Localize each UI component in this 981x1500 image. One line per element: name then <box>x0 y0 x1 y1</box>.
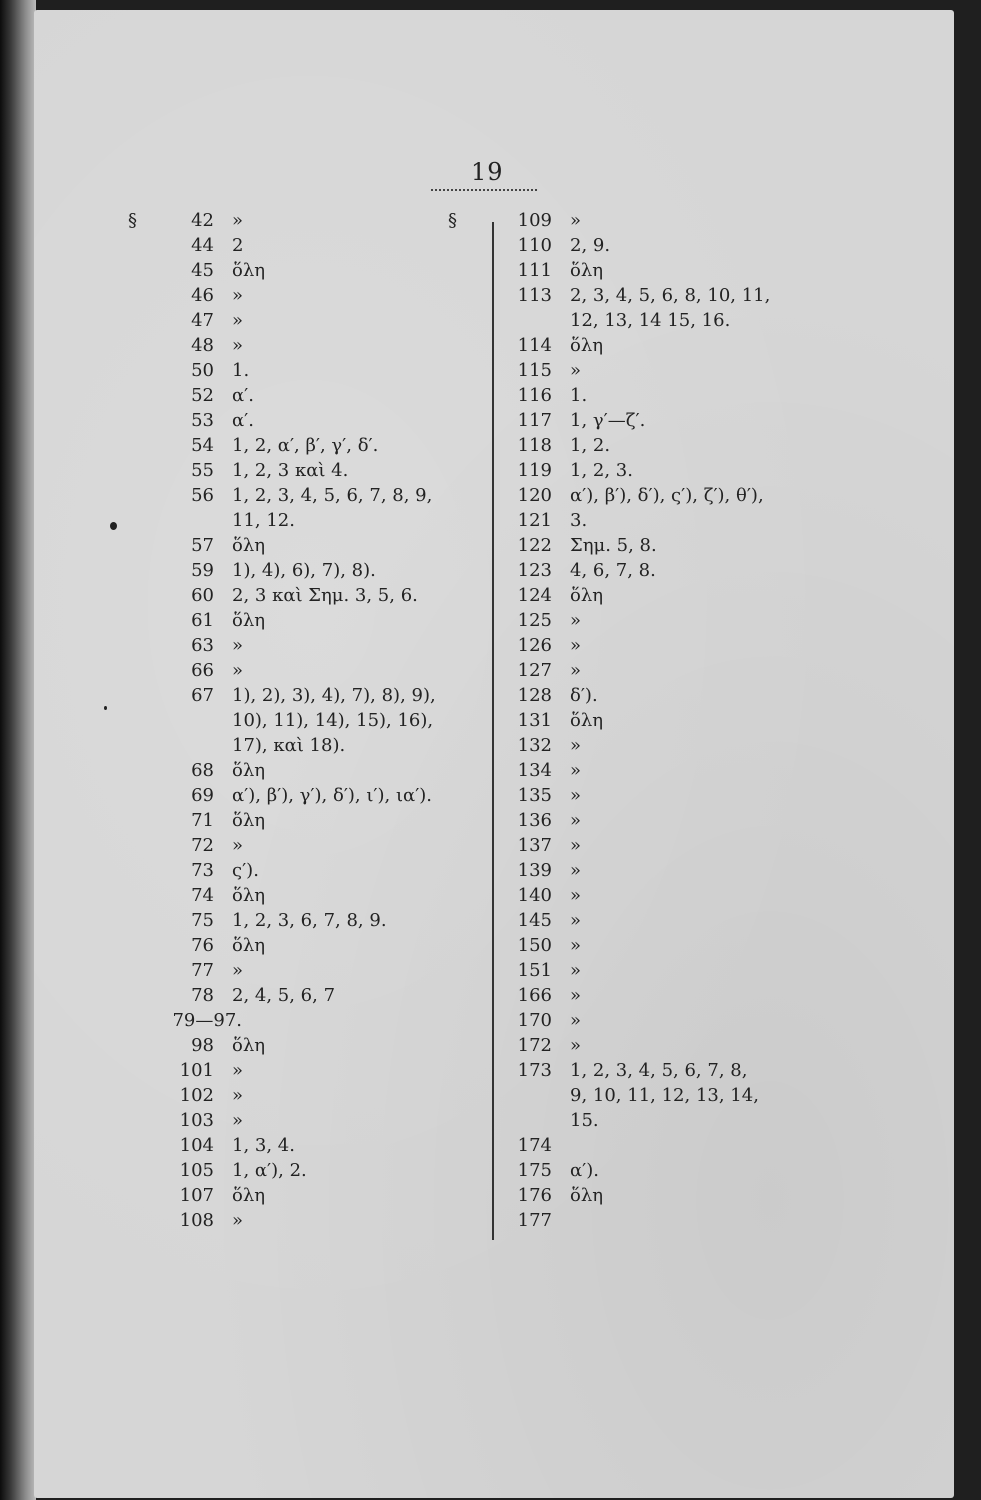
entry-value: α′. <box>232 385 254 406</box>
section-number: 72 <box>191 835 214 856</box>
section-number: 176 <box>517 1185 552 1206</box>
entry-value: » <box>570 935 582 956</box>
entry-value: » <box>570 210 582 231</box>
section-number: 60 <box>191 585 214 606</box>
entry-value: 2 <box>232 235 244 256</box>
section-number: 78 <box>191 985 214 1006</box>
section-number: 67 <box>191 685 214 706</box>
section-number: 118 <box>517 435 552 456</box>
section-number: 117 <box>517 410 552 431</box>
entry-value: » <box>232 1210 244 1231</box>
section-number: 69 <box>191 785 214 806</box>
section-number: 104 <box>179 1135 214 1156</box>
page <box>34 10 954 1498</box>
section-sign-left: § <box>128 210 137 231</box>
entry-continuation: 11, 12. <box>232 510 295 531</box>
entry-value: 2, 3 καὶ Σημ. 3, 5, 6. <box>232 585 418 606</box>
section-number: 109 <box>517 210 552 231</box>
entry-value: ὅλη <box>232 885 266 906</box>
section-number: 101 <box>179 1060 214 1081</box>
entry-value: ὅλη <box>232 760 266 781</box>
section-number: 128 <box>517 685 552 706</box>
section-number: 76 <box>191 935 214 956</box>
entry-value: 1), 2), 3), 4), 7), 8), 9), <box>232 685 436 706</box>
entry-value: δ′). <box>570 685 598 706</box>
page-number-rule <box>431 189 537 191</box>
entry-value: 1, γ′—ζ′. <box>570 410 646 431</box>
ink-speck <box>110 522 117 530</box>
entry-value: 1, 2, 3 καὶ 4. <box>232 460 349 481</box>
entry-value: 1, 2, 3, 4, 5, 6, 7, 8, <box>570 1060 748 1081</box>
section-number: 66 <box>191 660 214 681</box>
entry-value: » <box>570 860 582 881</box>
entry-value: » <box>232 635 244 656</box>
entry-value: ὅλη <box>570 585 604 606</box>
section-number: 44 <box>191 235 214 256</box>
section-number: 114 <box>517 335 552 356</box>
section-number: 103 <box>179 1110 214 1131</box>
section-number: 111 <box>517 260 552 281</box>
entry-value: » <box>570 635 582 656</box>
section-number: 170 <box>517 1010 552 1031</box>
section-number: 59 <box>191 560 214 581</box>
section-number: 123 <box>517 560 552 581</box>
entry-value: ὅλη <box>232 810 266 831</box>
entry-value: α′). <box>570 1160 599 1181</box>
entry-value: 3. <box>570 510 588 531</box>
entry-value: » <box>232 1085 244 1106</box>
entry-value: » <box>232 1060 244 1081</box>
entry-value: » <box>570 760 582 781</box>
section-number: 175 <box>517 1160 552 1181</box>
entry-value: 1, 2. <box>570 435 611 456</box>
entry-value: ὅλη <box>232 935 266 956</box>
entry-value: ὅλη <box>570 710 604 731</box>
section-number: 150 <box>517 935 552 956</box>
entry-value: » <box>570 360 582 381</box>
entry-value: ὅλη <box>570 335 604 356</box>
entry-value: » <box>232 310 244 331</box>
entry-value: 1. <box>570 385 588 406</box>
section-number: 46 <box>191 285 214 306</box>
section-number: 73 <box>191 860 214 881</box>
entry-value: 4, 6, 7, 8. <box>570 560 656 581</box>
section-number: 107 <box>179 1185 214 1206</box>
entry-continuation: 10), 11), 14), 15), 16), <box>232 710 434 731</box>
section-number: 115 <box>517 360 552 381</box>
section-number: 68 <box>191 760 214 781</box>
entry-value: α′), β′), γ′), δ′), ι′), ια′). <box>232 785 433 806</box>
section-number: 120 <box>517 485 552 506</box>
section-number: 121 <box>517 510 552 531</box>
entry-value: 2, 9. <box>570 235 611 256</box>
section-number: 105 <box>179 1160 214 1181</box>
section-number: 54 <box>191 435 214 456</box>
entry-value: » <box>570 1010 582 1031</box>
section-number: 50 <box>191 360 214 381</box>
section-number: 126 <box>517 635 552 656</box>
entry-value: ὅλη <box>570 260 604 281</box>
entry-value: ὅλη <box>232 260 266 281</box>
section-number: 137 <box>517 835 552 856</box>
section-number: 42 <box>191 210 214 231</box>
section-number: 145 <box>517 910 552 931</box>
section-number: 124 <box>517 585 552 606</box>
section-number: 71 <box>191 810 214 831</box>
entry-value: ὅλη <box>232 1035 266 1056</box>
book-spine-edge <box>0 0 36 1500</box>
section-number: 131 <box>517 710 552 731</box>
section-number: 48 <box>191 335 214 356</box>
section-number: 135 <box>517 785 552 806</box>
section-number: 172 <box>517 1035 552 1056</box>
entry-value: 1, 2, 3. <box>570 460 633 481</box>
entry-continuation: 17), καὶ 18). <box>232 735 346 756</box>
section-sign-right: § <box>448 210 457 231</box>
entry-value: » <box>232 660 244 681</box>
section-number: 102 <box>179 1085 214 1106</box>
entry-value: » <box>570 835 582 856</box>
section-number: 61 <box>191 610 214 631</box>
entry-value: α′. <box>232 410 254 431</box>
entry-value: » <box>570 810 582 831</box>
section-number: 113 <box>517 285 552 306</box>
entry-continuation: 9, 10, 11, 12, 13, 14, <box>570 1085 759 1106</box>
section-number: 140 <box>517 885 552 906</box>
entry-value: 1. <box>232 360 250 381</box>
entry-value: α′), β′), δ′), ς′), ζ′), θ′), <box>570 485 764 506</box>
ink-speck <box>104 706 107 710</box>
entry-value: » <box>570 885 582 906</box>
entry-value: » <box>232 1110 244 1131</box>
section-number: 119 <box>517 460 552 481</box>
section-number: 77 <box>191 960 214 981</box>
section-number: 55 <box>191 460 214 481</box>
section-number: 116 <box>517 385 552 406</box>
section-number: 166 <box>517 985 552 1006</box>
entry-value: Σημ. 5, 8. <box>570 535 657 556</box>
entry-value: 2, 4, 5, 6, 7 <box>232 985 336 1006</box>
section-number: 63 <box>191 635 214 656</box>
entry-value: » <box>232 960 244 981</box>
section-number: 110 <box>517 235 552 256</box>
section-number: 98 <box>191 1035 214 1056</box>
entry-value: ς′). <box>232 860 259 881</box>
entry-value: » <box>570 610 582 631</box>
section-number: 47 <box>191 310 214 331</box>
entry-value: 1, 2, α′, β′, γ′, δ′. <box>232 435 379 456</box>
entry-value: 1, 2, 3, 4, 5, 6, 7, 8, 9, <box>232 485 433 506</box>
section-number: 108 <box>179 1210 214 1231</box>
entry-value: » <box>570 785 582 806</box>
entry-value: » <box>570 985 582 1006</box>
section-number: 57 <box>191 535 214 556</box>
section-number: 174 <box>517 1135 552 1156</box>
section-number: 79—97. <box>172 1010 242 1031</box>
entry-continuation: 15. <box>570 1110 599 1131</box>
entry-value: ὅλη <box>232 1185 266 1206</box>
section-number: 136 <box>517 810 552 831</box>
entry-value: 1), 4), 6), 7), 8). <box>232 560 376 581</box>
section-number: 45 <box>191 260 214 281</box>
section-number: 74 <box>191 885 214 906</box>
section-number: 173 <box>517 1060 552 1081</box>
entry-value: 1, α′), 2. <box>232 1160 307 1181</box>
section-number: 75 <box>191 910 214 931</box>
section-number: 151 <box>517 960 552 981</box>
entry-value: » <box>570 910 582 931</box>
entry-value: 1, 2, 3, 6, 7, 8, 9. <box>232 910 387 931</box>
section-number: 177 <box>517 1210 552 1231</box>
section-number: 127 <box>517 660 552 681</box>
entry-value: » <box>232 285 244 306</box>
section-number: 132 <box>517 735 552 756</box>
entry-value: » <box>232 335 244 356</box>
section-number: 134 <box>517 760 552 781</box>
section-number: 122 <box>517 535 552 556</box>
entry-value: » <box>232 835 244 856</box>
entry-value: ὅλη <box>570 1185 604 1206</box>
section-number: 139 <box>517 860 552 881</box>
entry-value: ὅλη <box>232 535 266 556</box>
entry-value: » <box>232 210 244 231</box>
entry-value: 2, 3, 4, 5, 6, 8, 10, 11, <box>570 285 771 306</box>
entry-continuation: 12, 13, 14 15, 16. <box>570 310 731 331</box>
entry-value: » <box>570 660 582 681</box>
section-number: 125 <box>517 610 552 631</box>
entry-value: » <box>570 735 582 756</box>
entry-value: 1, 3, 4. <box>232 1135 295 1156</box>
entry-value: » <box>570 1035 582 1056</box>
entry-value: ὅλη <box>232 610 266 631</box>
entry-value: » <box>570 960 582 981</box>
page-number: 19 <box>471 158 504 186</box>
section-number: 56 <box>191 485 214 506</box>
section-number: 53 <box>191 410 214 431</box>
section-number: 52 <box>191 385 214 406</box>
